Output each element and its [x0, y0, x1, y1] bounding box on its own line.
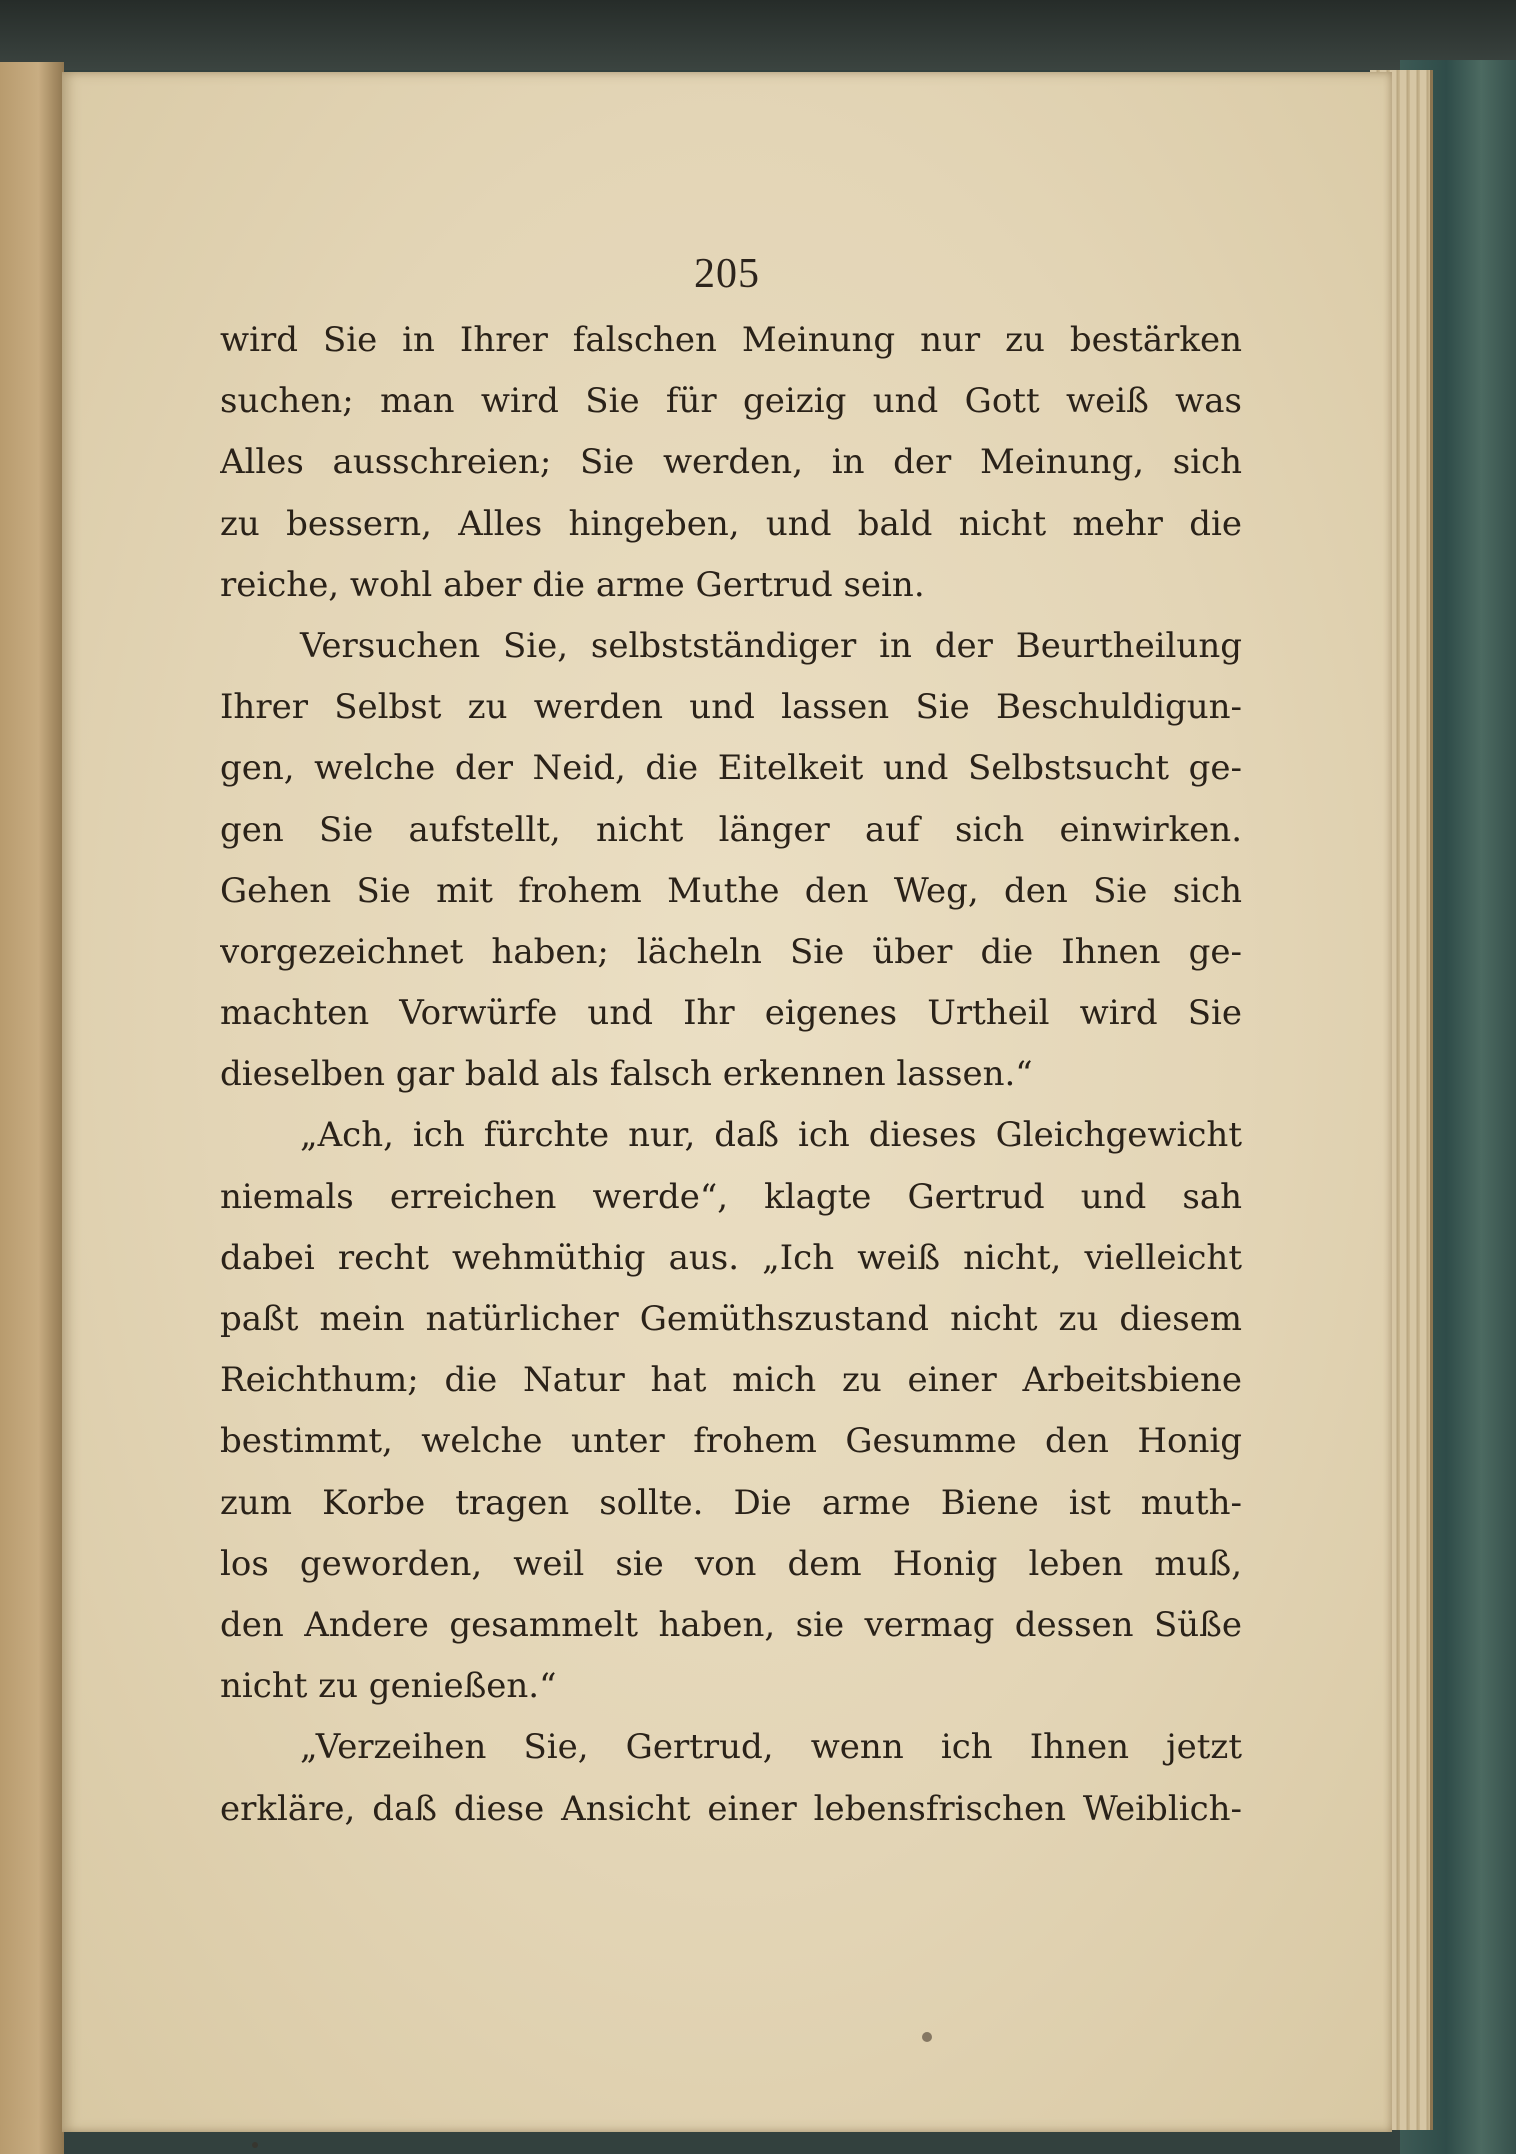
text-line: bestimmt, welche unter frohem Gesumme den Honig [220, 1421, 1242, 1462]
text-line: reiche, wohl aber die arme Gertrud sein. [220, 564, 925, 605]
text-line: niemals erreichen werde“, klagte Gertrud und sah [220, 1176, 1242, 1217]
text-line: gen, welche der Neid, die Eitelkeit und Selbstsucht ge- [220, 748, 1242, 789]
text-line: „Ach, ich fürchte nur, daß ich dieses Gleichgewicht [300, 1115, 1242, 1156]
text-line: den Andere gesammelt haben, sie vermag dessen Süße [220, 1604, 1242, 1645]
text-line: zu bessern, Alles hingeben, und bald nicht mehr die [220, 503, 1242, 544]
paper-speck [922, 2032, 932, 2042]
book-cover-top [0, 0, 1516, 70]
page-number: 205 [694, 251, 760, 297]
text-line: Versuchen Sie, selbstständiger in der Beurtheilung [300, 625, 1242, 666]
text-line: Gehen Sie mit frohem Muthe den Weg, den Sie sich [220, 870, 1242, 911]
text-line: erkläre, daß diese Ansicht einer lebensfrischen Weiblich- [220, 1788, 1242, 1829]
text-line: dabei recht wehmüthig aus. „Ich weiß nicht, vielleicht [220, 1237, 1242, 1278]
text-line: Alles ausschreien; Sie werden, in der Meinung, sich [220, 442, 1242, 483]
paper-speck [252, 2142, 258, 2148]
text-line: machten Vorwürfe und Ihr eigenes Urtheil wird Sie [220, 993, 1242, 1034]
text-line: vorgezeichnet haben; lächeln Sie über die Ihnen ge- [220, 931, 1242, 972]
text-line: nicht zu genießen.“ [220, 1666, 557, 1707]
text-line: zum Korbe tragen sollte. Die arme Biene ist muth- [220, 1482, 1242, 1523]
book-page [62, 72, 1392, 2132]
previous-page-edge [0, 62, 64, 2154]
body-text [220, 310, 1242, 1840]
text-line: paßt mein natürlicher Gemüthszustand nicht zu diesem [220, 1299, 1242, 1339]
text-line: Reichthum; die Natur hat mich zu einer Arbeitsbiene [220, 1360, 1242, 1401]
text-line: gen Sie aufstellt, nicht länger auf sich einwirken. [220, 809, 1242, 850]
text-line: Ihrer Selbst zu werden und lassen Sie Beschuldigun- [220, 687, 1242, 728]
text-line: suchen; man wird Sie für geizig und Gott weiß was [220, 381, 1242, 422]
text-line: „Verzeihen Sie, Gertrud, wenn ich Ihnen jetzt [300, 1727, 1242, 1768]
text-line: los geworden, weil sie von dem Honig leben muß, [220, 1543, 1242, 1584]
text-line: wird Sie in Ihrer falschen Meinung nur zu bestärken [220, 320, 1242, 360]
text-line: dieselben gar bald als falsch erkennen lassen.“ [220, 1054, 1033, 1095]
